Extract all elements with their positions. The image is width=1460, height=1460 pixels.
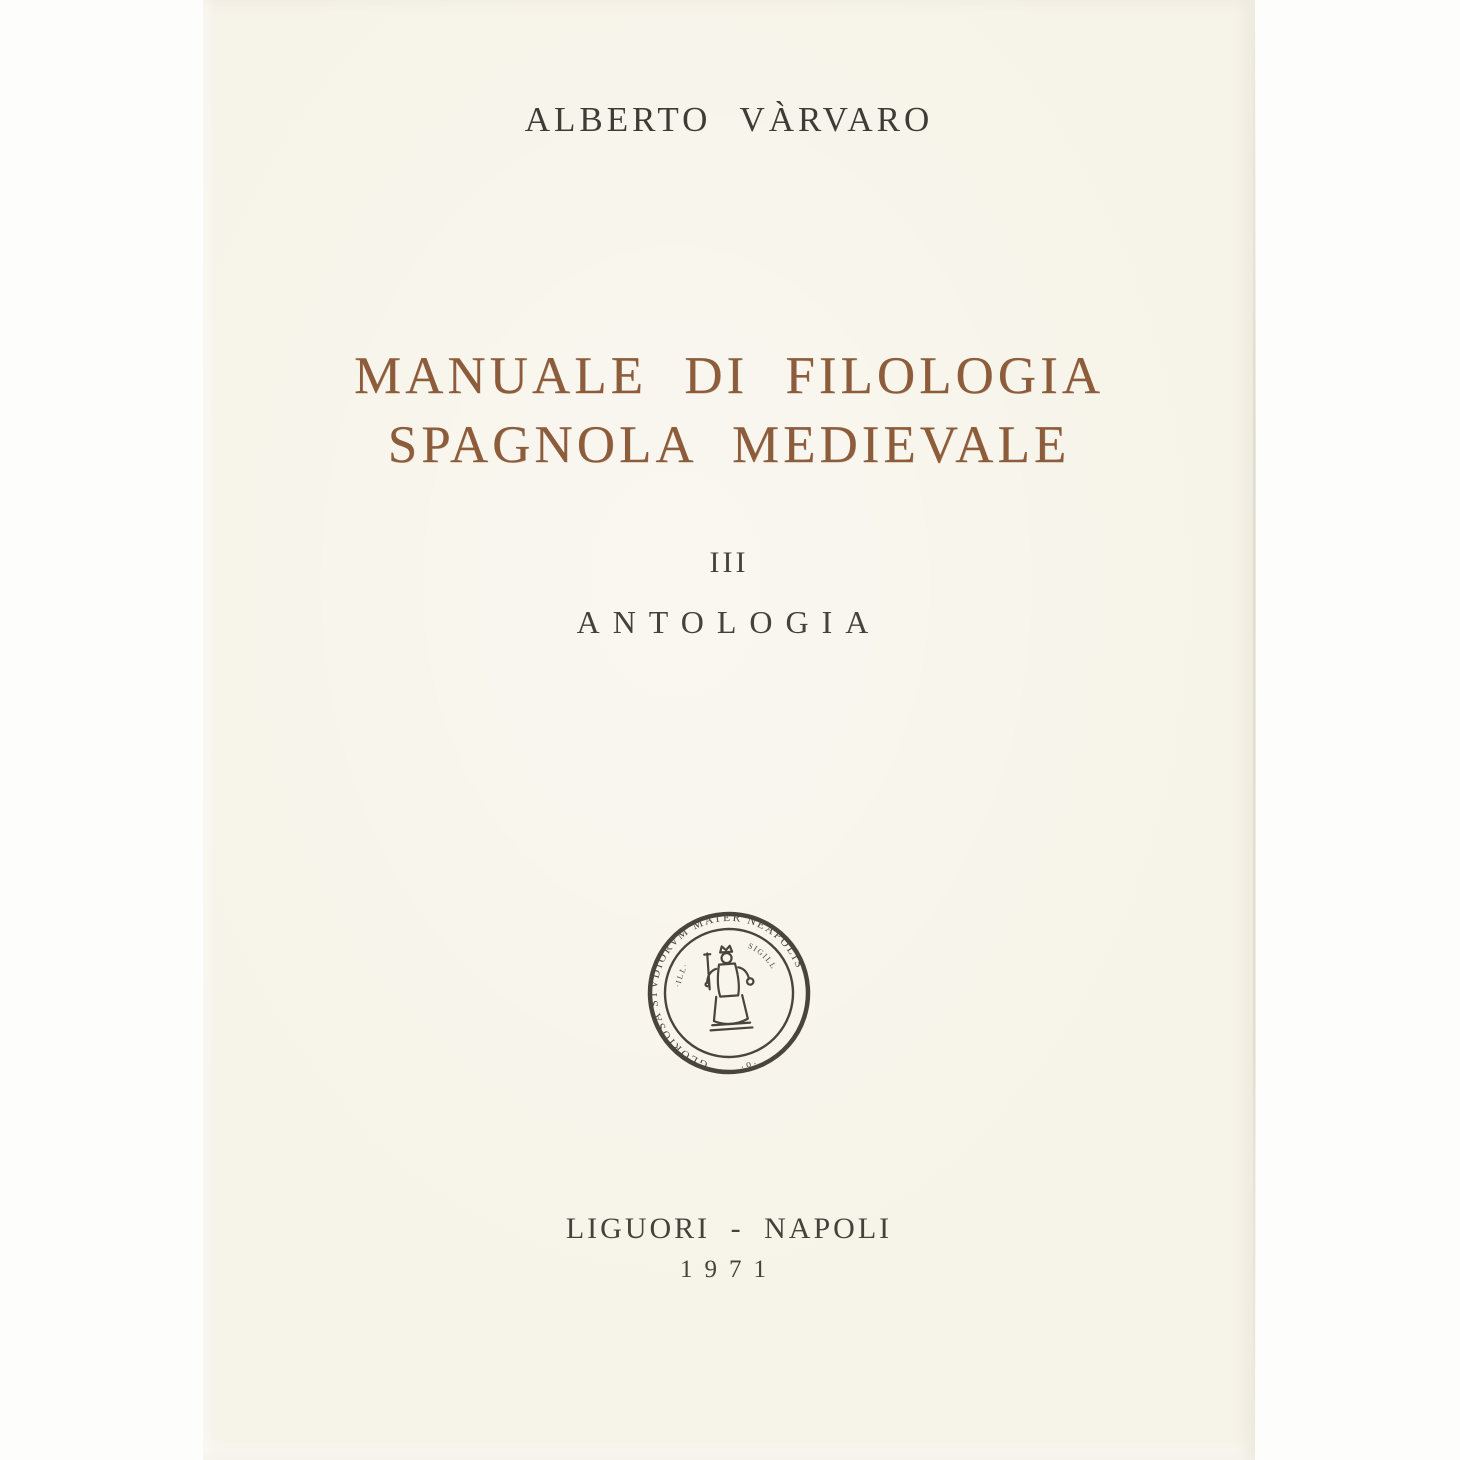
- seal-ornament-text: ∙ o ∙: [740, 1057, 758, 1072]
- volume-numeral: III: [709, 546, 749, 579]
- title-page: [203, 0, 1255, 1460]
- seal-inner-right-text: SIGILL: [746, 941, 779, 972]
- author-name: ALBERTO VÀRVARO: [524, 100, 934, 139]
- publication-year: 1971: [680, 1256, 778, 1283]
- volume-subtitle: ANTOLOGIA: [576, 604, 882, 640]
- university-of-naples-seal-icon: [638, 902, 819, 1083]
- seal-legend-text: GLORIOSA STVDIORVM MATER NEAPOLIS: [647, 911, 806, 1071]
- seal-inner-left-text: ∙ILL∙: [673, 961, 691, 988]
- book-title-line-1: MANUALE DI FILOLOGIA: [353, 347, 1105, 405]
- publisher-imprint: LIGUORI - NAPOLI: [565, 1212, 893, 1245]
- seal-outer-ring: [645, 909, 814, 1078]
- book-title: [203, 342, 1255, 480]
- seal-throne-figure: [703, 944, 757, 1030]
- book-title-line-2: SPAGNOLA MEDIEVALE: [387, 416, 1071, 474]
- seal-container: [203, 908, 1255, 1083]
